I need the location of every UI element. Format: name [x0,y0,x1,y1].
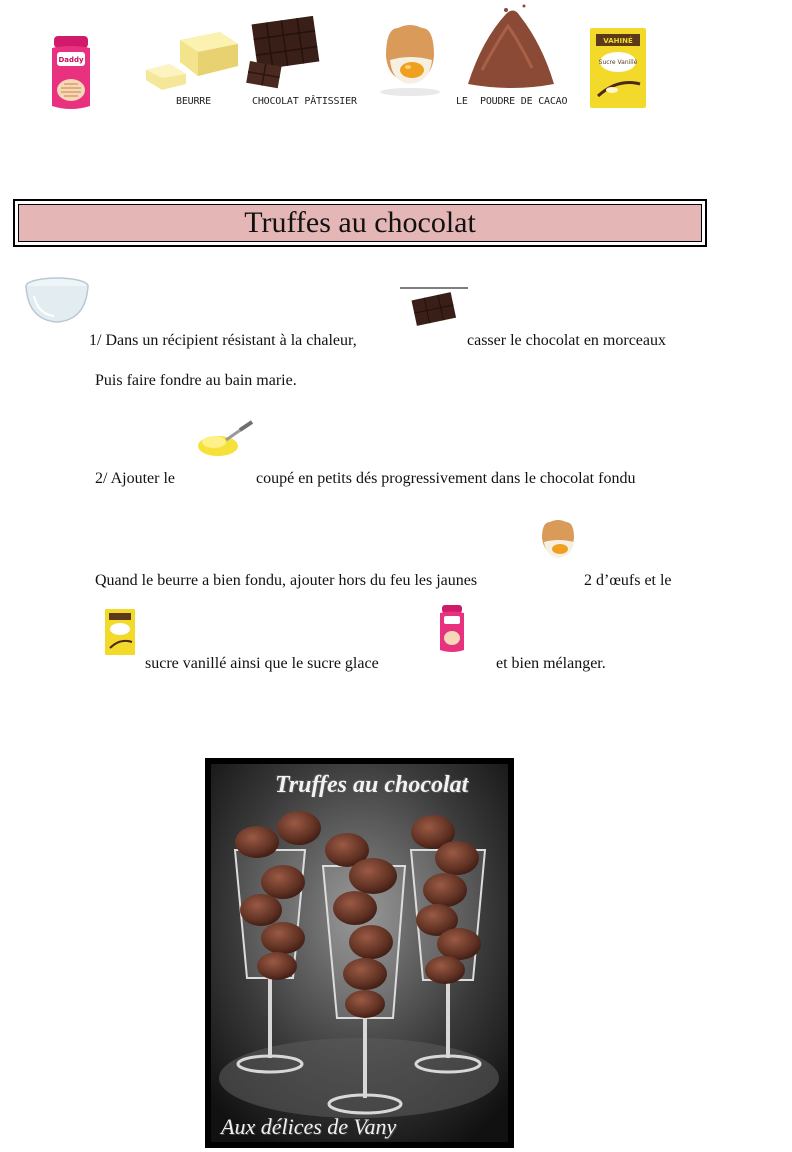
vahine-brand-text: VAHINÉ [603,37,633,45]
step1-text-a: 1/ Dans un récipient résistant à la chaleur, [89,332,357,349]
step4-text-b: et bien mélanger. [496,655,606,672]
title-band [18,204,702,242]
step1-text-c: Puis faire fondre au bain marie. [95,372,297,389]
vahine-product-text: Sucre Vanillé [598,59,638,66]
chocolate-bar-image [246,14,326,92]
step3-text-a: Quand le beurre a bien fondu, ajouter hors du feu les jaunes [95,572,478,589]
glass-bowl-image [24,276,90,326]
butter-label: BEURRE [176,96,211,107]
icing-sugar-pot-image [48,34,94,114]
step4-text-a: sucre vanillé ainsi que le sucre glace [145,655,379,672]
icing-sugar-pot-small-image [438,604,466,656]
chocolate-label: CHOCOLAT PÂTISSIER [252,96,357,107]
photo-signature: Aux délices de Vany [221,1114,397,1139]
vanilla-sugar-small-image [104,608,136,656]
cocoa-powder-image [462,0,558,92]
vanilla-sugar-sachet-image [588,26,648,110]
step2-text-a: 2/ Ajouter le [95,470,175,487]
step2-text-b: coupé en petits dés progressivement dans le chocolat fondu [256,470,636,487]
truffles-in-glasses-image [205,758,514,1148]
title-box [13,199,707,247]
cocoa-label: POUDRE DE CACAO [480,96,568,107]
step1-text-b: casser le chocolat en morceaux [467,332,667,349]
photo-overlay-title: Truffes au chocolat [275,772,469,798]
step3-text-b: 2 d’œufs et le [584,572,672,589]
truffles-photo [205,758,514,1148]
egg-image [378,20,448,98]
daddy-brand-text: Daddy [58,56,84,64]
egg-label: LE [456,96,468,107]
chocolate-bar-small-image [400,286,468,330]
butter-image [142,30,240,92]
page-title: Truffes au chocolat [244,206,476,239]
egg-small-image [536,516,582,562]
butter-knife-image [196,416,256,462]
